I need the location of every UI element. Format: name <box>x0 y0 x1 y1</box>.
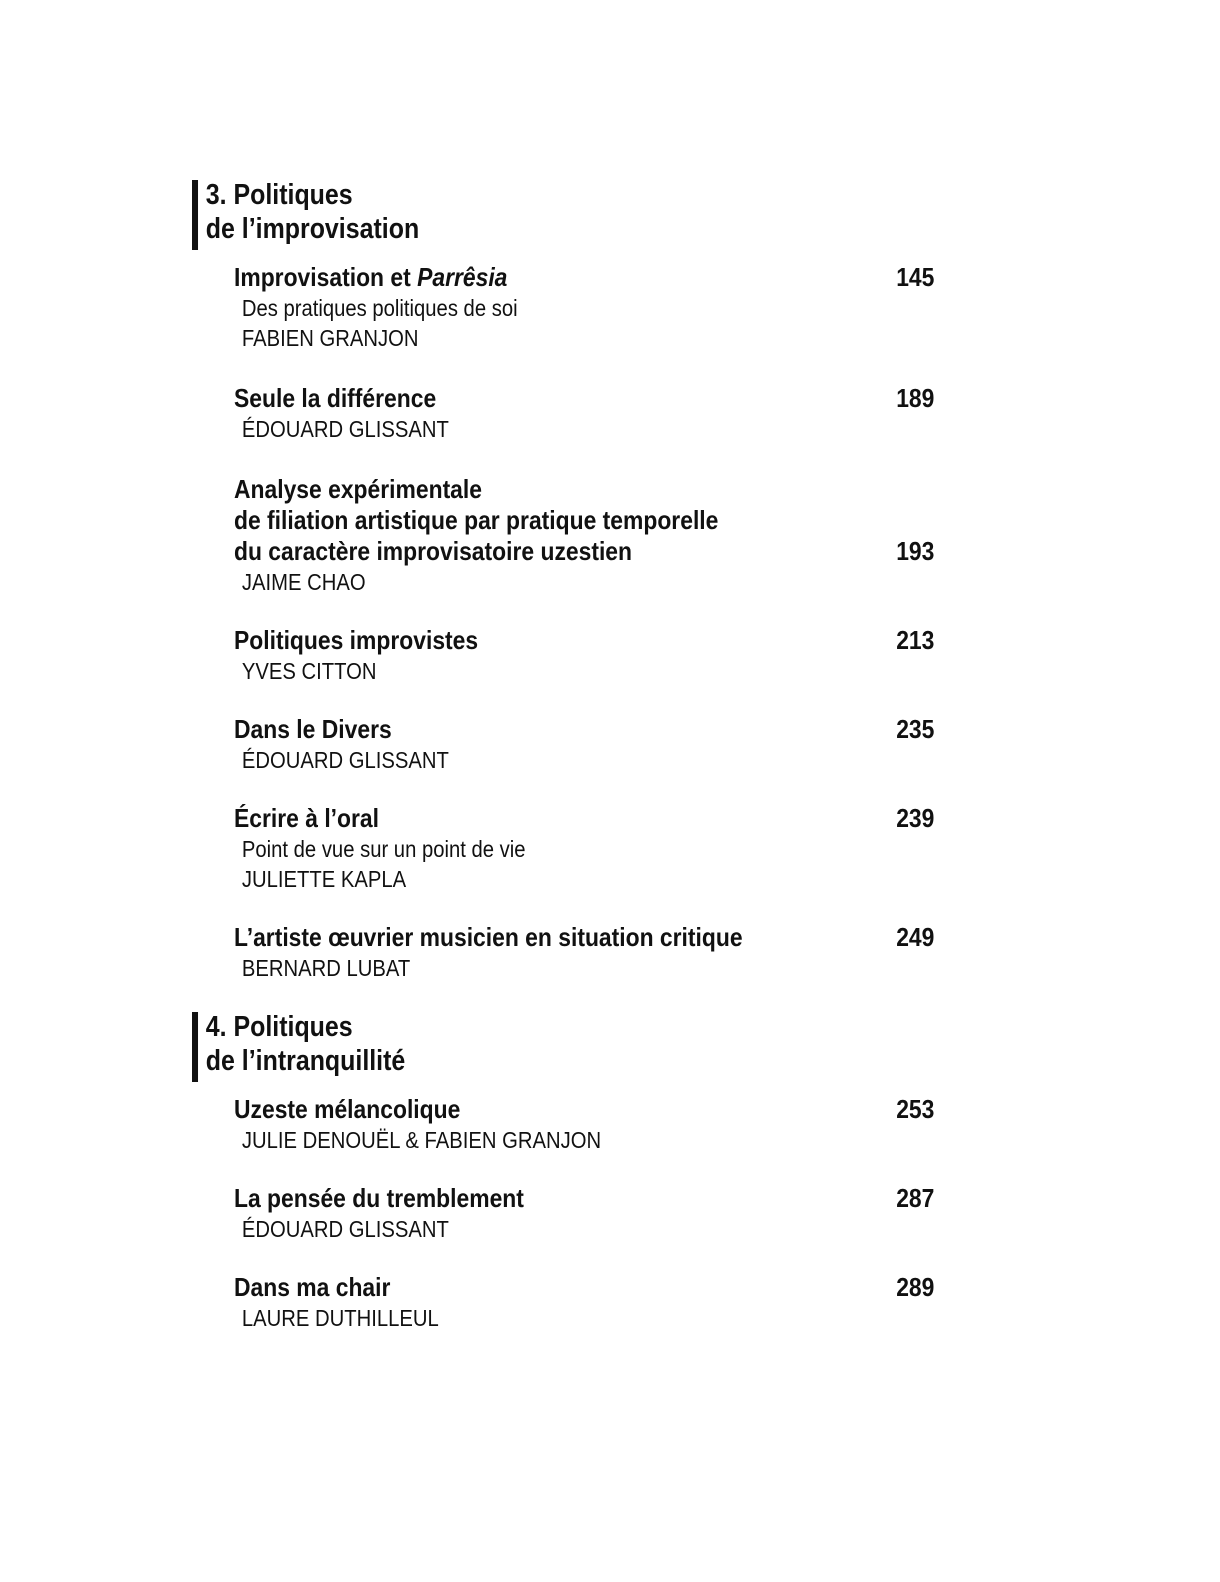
page-number: 145 <box>895 262 934 292</box>
toc-entry[interactable] <box>234 1183 952 1244</box>
entry-subtitle: Des pratiques politiques de soi <box>241 295 518 321</box>
toc-entry[interactable] <box>234 803 952 894</box>
section-heading <box>192 1010 846 1078</box>
page-number: 235 <box>895 714 934 744</box>
entry-author: JAIME CHAO <box>241 569 366 595</box>
page-number: 239 <box>895 803 934 833</box>
entry-author: LAURE DUTHILLEUL <box>241 1305 439 1331</box>
entry-author: FABIEN GRANJON <box>241 325 419 351</box>
entry-title: La pensée du tremblement <box>234 1183 524 1213</box>
entry-author: JULIETTE KAPLA <box>241 866 407 892</box>
toc-entries <box>192 262 952 983</box>
toc-entry[interactable] <box>234 1094 952 1155</box>
title-italic-text: Parrêsia <box>417 262 508 292</box>
section-heading-line: 4. Politiques <box>205 1011 353 1043</box>
entry-subtitle: Point de vue sur un point de vie <box>241 836 526 862</box>
page-number: 253 <box>895 1094 934 1124</box>
entry-title <box>234 474 797 567</box>
toc-entry[interactable] <box>234 474 952 597</box>
toc-section-3 <box>192 178 952 983</box>
entry-title: Dans le Divers <box>234 714 392 744</box>
title-line: du caractère improvisatoire uzestien <box>234 536 633 566</box>
title-text: Improvisation et <box>234 262 418 292</box>
toc-entry[interactable] <box>234 714 952 775</box>
toc-entry[interactable] <box>234 262 952 353</box>
entry-author: YVES CITTON <box>241 658 377 684</box>
entry-title: Politiques improvistes <box>234 625 479 655</box>
section-heading-line: de l’intranquillité <box>205 1045 406 1077</box>
title-line: de filiation artistique par pratique temporelle <box>234 505 719 535</box>
section-heading <box>192 178 846 246</box>
toc-entry[interactable] <box>234 625 952 686</box>
toc-entry[interactable] <box>234 1272 952 1333</box>
page-number: 189 <box>895 383 934 413</box>
section-heading-line: de l’improvisation <box>205 213 420 245</box>
entry-title: Uzeste mélancolique <box>234 1094 461 1124</box>
entry-author: ÉDOUARD GLISSANT <box>241 747 449 773</box>
entry-author: ÉDOUARD GLISSANT <box>241 1216 449 1242</box>
toc-entry[interactable] <box>234 922 952 983</box>
entry-title <box>234 262 797 293</box>
toc-entry[interactable] <box>234 383 952 444</box>
page-number: 193 <box>895 536 934 566</box>
toc-entries <box>192 1094 952 1333</box>
toc-section-4 <box>192 1010 952 1333</box>
entry-title: Écrire à l’oral <box>234 803 379 833</box>
entry-author: JULIE DENOUËL & FABIEN GRANJON <box>241 1127 602 1153</box>
page-number: 213 <box>895 625 934 655</box>
entry-title: Seule la différence <box>234 383 437 413</box>
entry-author: BERNARD LUBAT <box>241 955 411 981</box>
entry-title: Dans ma chair <box>234 1272 391 1302</box>
title-line: Analyse expérimentale <box>234 474 482 504</box>
page-number: 287 <box>895 1183 934 1213</box>
entry-title: L’artiste œuvrier musicien en situation critique <box>234 922 743 952</box>
page-number: 289 <box>895 1272 934 1302</box>
entry-author: ÉDOUARD GLISSANT <box>241 416 449 442</box>
page-number: 249 <box>895 922 934 952</box>
section-heading-line: 3. Politiques <box>205 179 353 211</box>
